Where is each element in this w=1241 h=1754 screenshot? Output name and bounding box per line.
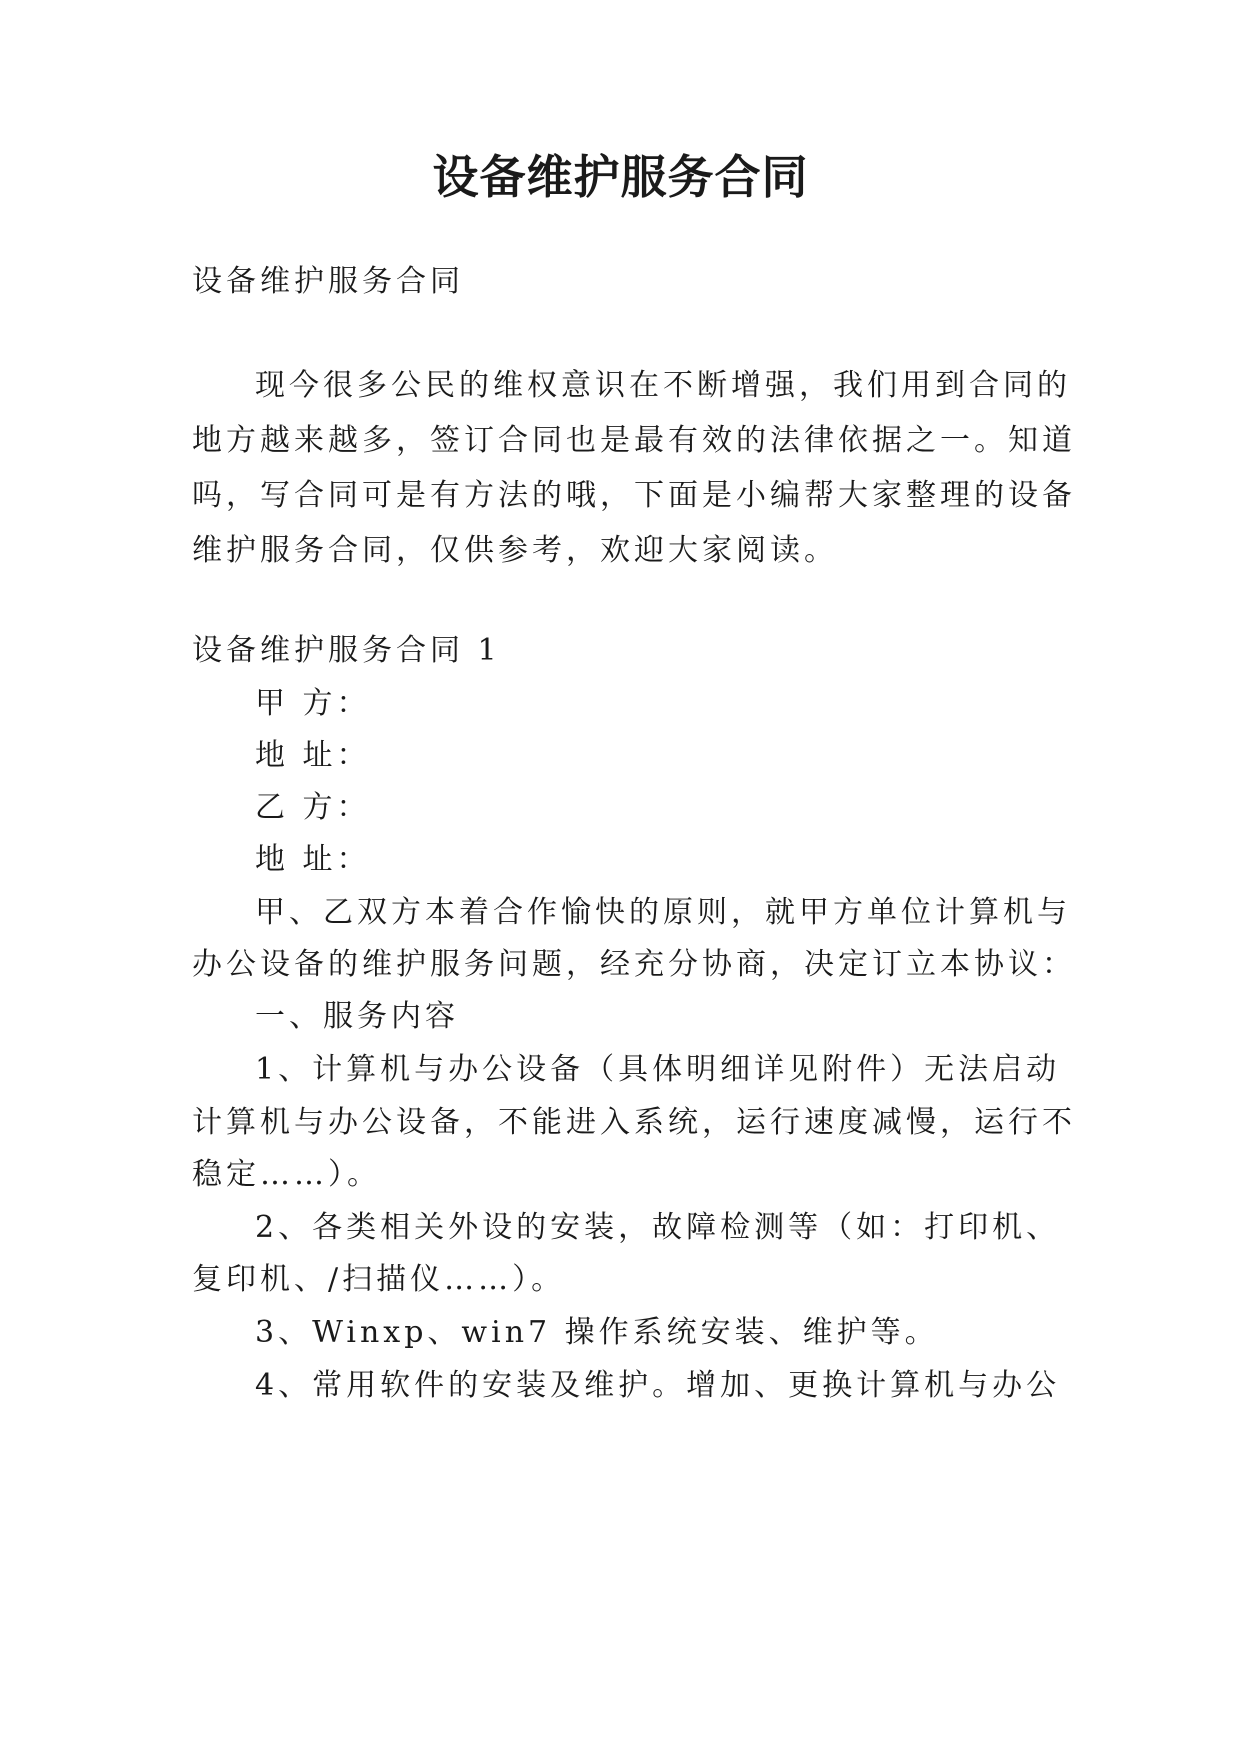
service-heading: 一、服务内容 [255, 999, 459, 1034]
party-b-label: 乙 方： [255, 790, 371, 825]
address-a-label: 地 址： [255, 738, 371, 773]
item3-line: 3、Winxp、win7 操作系统安装、维护等。 [255, 1315, 939, 1350]
document-subtitle: 设备维护服务合同 [192, 264, 464, 299]
item2-line-1: 2、各类相关外设的安装，故障检测等（如：打印机、 [255, 1210, 1061, 1245]
party-a-label: 甲 方： [255, 686, 371, 721]
intro-line-2: 地方越来越多，签订合同也是最有效的法律依据之一。知道 [192, 423, 1076, 458]
item1-line-1: 1、计算机与办公设备（具体明细详见附件）无法启动 [255, 1052, 1061, 1087]
intro-line-1: 现今很多公民的维权意识在不断增强，我们用到合同的 [255, 368, 1071, 403]
intro-line-3: 吗，写合同可是有方法的哦，下面是小编帮大家整理的设备 [192, 478, 1076, 513]
address-b-label: 地 址： [255, 842, 371, 877]
item1-line-3: 稳定……）。 [192, 1157, 381, 1192]
section-heading: 设备维护服务合同 1 [192, 633, 501, 668]
item1-line-2: 计算机与办公设备，不能进入系统，运行速度减慢，运行不 [192, 1105, 1076, 1140]
item2-line-2: 复印机、/扫描仪……）。 [192, 1262, 566, 1297]
item4-line: 4、常用软件的安装及维护。增加、更换计算机与办公 [255, 1368, 1061, 1403]
page-title: 设备维护服务合同 [432, 150, 809, 204]
intro-line-4: 维护服务合同，仅供参考，欢迎大家阅读。 [192, 533, 838, 568]
agreement-line-1: 甲、乙双方本着合作愉快的原则，就甲方单位计算机与 [255, 895, 1071, 930]
agreement-line-2: 办公设备的维护服务问题，经充分协商，决定订立本协议： [192, 947, 1076, 982]
